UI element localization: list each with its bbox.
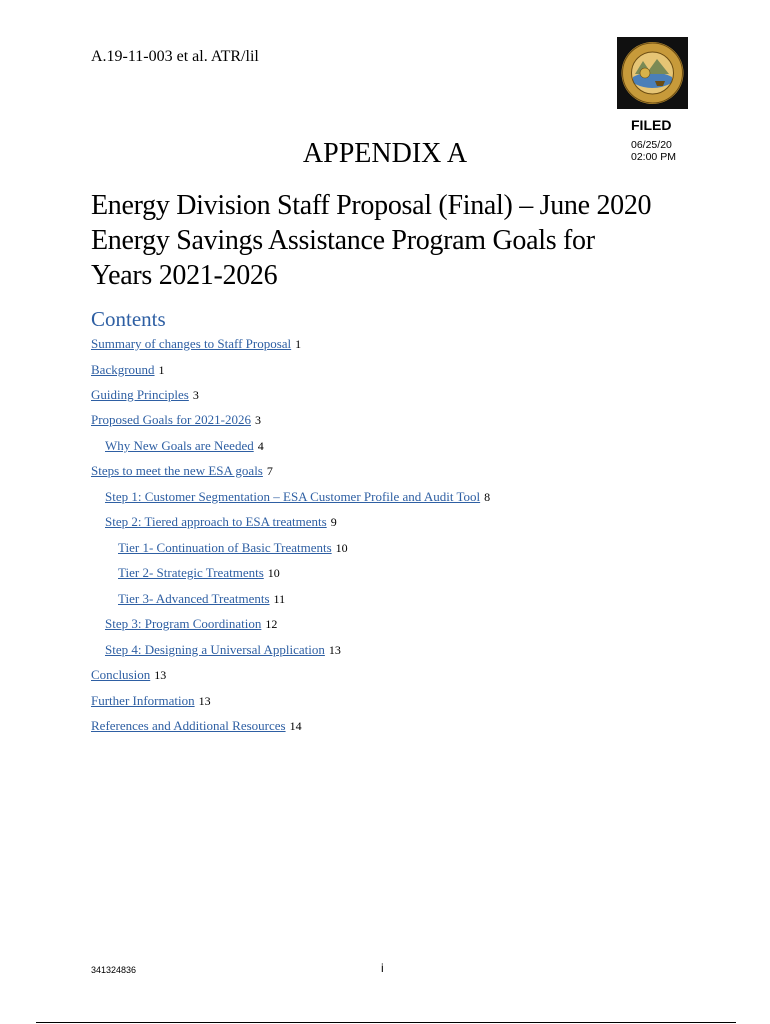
- toc-page-number: 10: [267, 566, 280, 580]
- title-line: Years 2021-2026: [91, 260, 278, 291]
- toc-link[interactable]: Why New Goals are Needed: [105, 438, 254, 453]
- toc-link[interactable]: Background: [91, 362, 155, 377]
- toc-heading: Contents: [91, 307, 166, 331]
- bottom-divider: [36, 1022, 736, 1023]
- filed-time: 02:00 PM: [631, 151, 676, 163]
- title-line: Energy Division Staff Proposal (Final) – June 2020: [91, 190, 652, 221]
- toc-page-number: 8: [484, 490, 491, 504]
- toc-link[interactable]: Step 1: Customer Segmentation – ESA Customer Profile and Audit Tool: [105, 489, 481, 504]
- document-title: [91, 188, 731, 293]
- toc-link[interactable]: Tier 3- Advanced Treatments: [118, 591, 270, 606]
- toc-link[interactable]: Summary of changes to Staff Proposal: [91, 336, 292, 351]
- toc-page-number: 11: [273, 592, 286, 606]
- docket-reference: A.19-11-003 et al. ATR/lil: [91, 48, 259, 65]
- toc-link[interactable]: Steps to meet the new ESA goals: [91, 463, 263, 478]
- document-id: 341324836: [91, 965, 137, 975]
- toc-page-number: 9: [330, 515, 337, 529]
- toc-page-number: 7: [266, 464, 273, 478]
- toc-link[interactable]: Guiding Principles: [91, 387, 189, 402]
- toc-link[interactable]: Conclusion: [91, 667, 151, 682]
- filed-stamp-label: FILED: [631, 117, 672, 133]
- toc-page-number: 1: [295, 337, 302, 351]
- title-line: Energy Savings Assistance Program Goals for: [91, 225, 595, 256]
- cpuc-seal-icon: [617, 37, 688, 109]
- filed-date: 06/25/20: [631, 139, 672, 151]
- toc-link[interactable]: Tier 2- Strategic Treatments: [118, 565, 264, 580]
- toc-page-number: 13: [198, 694, 211, 708]
- toc-page-number: 3: [254, 413, 261, 427]
- toc-page-number: 10: [335, 541, 348, 555]
- toc-page-number: 12: [265, 617, 278, 631]
- toc-page-number: 4: [257, 439, 264, 453]
- toc-page-number: 1: [158, 363, 165, 377]
- toc-page-number: 13: [154, 668, 167, 682]
- toc-link[interactable]: Further Information: [91, 693, 195, 708]
- appendix-label: APPENDIX A: [302, 138, 468, 169]
- toc-page-number: 14: [289, 719, 302, 733]
- page-number: i: [381, 961, 384, 975]
- toc-link[interactable]: Proposed Goals for 2021-2026: [91, 412, 251, 427]
- toc-link[interactable]: Step 4: Designing a Universal Application: [105, 642, 325, 657]
- toc-link[interactable]: References and Additional Resources: [91, 718, 286, 733]
- toc-page-number: 13: [328, 643, 341, 657]
- toc-link[interactable]: Tier 1- Continuation of Basic Treatments: [118, 540, 332, 555]
- toc-link[interactable]: Step 3: Program Coordination: [105, 616, 262, 631]
- toc-page-number: 3: [192, 388, 199, 402]
- toc-link[interactable]: Step 2: Tiered approach to ESA treatments: [105, 514, 327, 529]
